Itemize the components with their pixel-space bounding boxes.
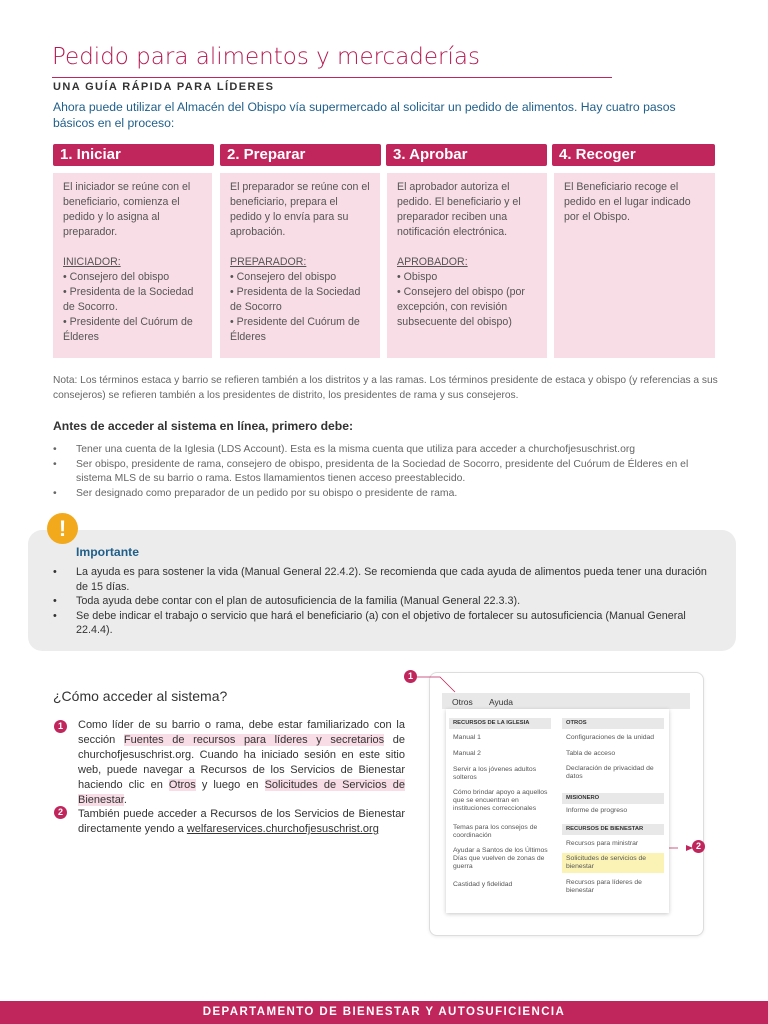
dropdown-item[interactable]: Informe de progreso bbox=[566, 807, 628, 814]
step-3-role-item: • Obispo bbox=[397, 271, 438, 283]
dropdown-item[interactable]: Tabla de acceso bbox=[566, 750, 616, 757]
step-2-role-item: • Presidente del Cuórum de Élderes bbox=[230, 316, 360, 343]
dropdown-item[interactable]: Ayudar a Santos de los Últimos Días que vuelven de zonas de guerra bbox=[453, 847, 548, 870]
title-divider bbox=[52, 77, 612, 78]
list-item: • Se debe indicar el trabajo o servicio que hará el beneficiario (a) con el objetivo de fortalecer su autosuficiencia (Manual General 22.4.4). bbox=[53, 609, 713, 638]
access-text: de churchofjesuschrist.org. Cuando ha iniciado sesión en este sitio web, puede navegar a Recursos de los Servicios de Bienestar haciendo clic en bbox=[78, 734, 405, 791]
access-text: También puede acceder a Recursos de los Servicios de Bienestar directamente yendo a bbox=[78, 808, 405, 835]
requirements-list bbox=[53, 443, 718, 501]
leader-resources-link[interactable]: Fuentes de recursos para líderes y secretarios bbox=[123, 734, 385, 746]
step-1-heading: 1. Iniciar bbox=[53, 144, 214, 166]
list-item: • Toda ayuda debe contar con el plan de autosuficiencia de la familia (Manual General 22.3.3). bbox=[53, 594, 713, 609]
step-4-heading: 4. Recoger bbox=[552, 144, 715, 166]
intro-text: Ahora puede utilizar el Almacén del Obispo vía supermercado al solicitar un pedido de alimentos. Hay cuatro pasos básicos en el proceso: bbox=[53, 100, 676, 130]
dropdown-item[interactable]: Temas para los consejos de coordinación bbox=[453, 824, 538, 839]
step-2-role-item: • Presidenta de la Sociedad de Socorro bbox=[230, 286, 361, 313]
step-2-heading: 2. Preparar bbox=[220, 144, 381, 166]
access-step-2-text bbox=[78, 807, 405, 837]
page-title: Pedido para alimentos y mercaderías bbox=[52, 44, 480, 70]
dropdown-item[interactable]: Manual 1 bbox=[453, 734, 481, 741]
list-item: • Tener una cuenta de la Iglesia (LDS Account). Esta es la misma cuenta que utiliza para acceder a churchofjesuschrist.org bbox=[53, 443, 718, 458]
dropdown-item[interactable]: Recursos para ministrar bbox=[566, 840, 639, 847]
welfare-requests-menu-item[interactable]: Solicitudes de servicios de bienestar bbox=[562, 853, 664, 873]
important-list bbox=[53, 565, 713, 638]
dropdown-section-header: RECURSOS DE BIENESTAR bbox=[562, 824, 664, 835]
menu-bar bbox=[442, 693, 690, 709]
page-subtitle: UNA GUÍA RÁPIDA PARA LÍDERES bbox=[53, 81, 275, 93]
dropdown-item[interactable]: Servir a los jóvenes adultos solteros bbox=[453, 766, 537, 781]
callout-2-badge: 2 bbox=[692, 840, 705, 853]
step-4-description: El Beneficiario recoge el pedido en el lugar indicado por el Obispo. bbox=[564, 181, 691, 223]
footer-bar: DEPARTAMENTO DE BIENESTAR Y AUTOSUFICIENCIA bbox=[0, 1001, 768, 1024]
dropdown-section-header: OTROS bbox=[562, 718, 664, 729]
access-heading: ¿Cómo acceder al sistema? bbox=[53, 688, 228, 704]
welfare-services-link[interactable]: welfareservices.churchofjesuschrist.org bbox=[186, 823, 379, 835]
step-2-role-item: • Consejero del obispo bbox=[230, 271, 337, 283]
step-3-role-item: • Consejero del obispo (por excepción, con revisión subsecuente del obispo) bbox=[397, 286, 525, 328]
step-4-box bbox=[554, 173, 715, 358]
welfare-requests-link[interactable]: Solicitudes de Servicios de Bienestar bbox=[78, 779, 405, 806]
step-2-role: PREPARADOR: bbox=[230, 256, 307, 268]
access-text: . bbox=[123, 794, 127, 806]
access-text: Como líder de su barrio o rama, debe estar familiarizado con la sección bbox=[78, 719, 405, 746]
requirements-heading: Antes de acceder al sistema en línea, primero debe: bbox=[53, 419, 354, 433]
otros-link[interactable]: Otros bbox=[168, 779, 196, 791]
step-1-box bbox=[53, 173, 212, 358]
step-1-description: El iniciador se reúne con el beneficiario, comienza el pedido y lo asigna al preparador. bbox=[63, 181, 191, 238]
list-item: • Ser designado como preparador de un pedido por su obispo o presidente de rama. bbox=[53, 487, 718, 502]
step-number-badge: 1 bbox=[54, 720, 67, 733]
menu-ayuda[interactable]: Ayuda bbox=[489, 697, 513, 707]
step-3-role: APROBADOR: bbox=[397, 256, 468, 268]
terms-note: Nota: Los términos estaca y barrio se refieren también a los distritos y a las ramas. Los términos presidente de estaca y obispo (y referencias a sus consejeros) se refieren también a los presidentes de distrito, los presidentes de rama y sus consejeros. bbox=[53, 375, 718, 401]
dropdown-item[interactable]: Castidad y fidelidad bbox=[453, 881, 513, 888]
step-3-heading: 3. Aprobar bbox=[386, 144, 547, 166]
list-item: • Ser obispo, presidente de rama, consejero de obispo, presidenta de la Sociedad de Socorro, presidente del Cuórum de Élderes en el sistema MLS de su barrio o rama. Estos llamamientos tienen acceso preestablecido. bbox=[53, 458, 718, 487]
step-1-role-item: • Consejero del obispo bbox=[63, 271, 170, 283]
step-1-role: INICIADOR: bbox=[63, 256, 121, 268]
dropdown-section-header: MISIONERO bbox=[562, 793, 664, 804]
dropdown-item[interactable]: Cómo brindar apoyo a aquellos que se encuentran en instituciones correccionales bbox=[453, 789, 548, 812]
dropdown-item[interactable]: Configuraciones de la unidad bbox=[566, 734, 655, 741]
step-2-box bbox=[220, 173, 380, 358]
access-text: y luego en bbox=[195, 779, 265, 791]
dropdown-item[interactable]: Declaración de privacidad de datos bbox=[566, 765, 654, 780]
dropdown-item[interactable]: Manual 2 bbox=[453, 750, 481, 757]
access-step-1-text bbox=[78, 718, 405, 808]
step-3-box bbox=[387, 173, 547, 358]
dropdown-item[interactable]: Recursos para líderes de bienestar bbox=[566, 879, 642, 894]
step-1-role-item: • Presidente del Cuórum de Élderes bbox=[63, 316, 193, 343]
list-item: • La ayuda es para sostener la vida (Manual General 22.4.2). Se recomienda que cada ayuda de alimentos pueda tener una duración de 15 días. bbox=[53, 565, 713, 594]
dropdown-section-header: RECURSOS DE LA IGLESIA bbox=[449, 718, 551, 729]
important-title: Importante bbox=[76, 545, 139, 559]
step-number-badge: 2 bbox=[54, 806, 67, 819]
menu-otros[interactable]: Otros bbox=[452, 697, 473, 707]
callout-1-badge: 1 bbox=[404, 670, 417, 683]
step-3-description: El aprobador autoriza el pedido. El beneficiario y el preparador reciben una notificación electrónica. bbox=[397, 181, 521, 238]
exclamation-icon: ! bbox=[47, 513, 78, 544]
step-1-role-item: • Presidenta de la Sociedad de Socorro. bbox=[63, 286, 194, 313]
step-2-description: El preparador se reúne con el beneficiario, prepara el pedido y lo envía para su aprobación. bbox=[230, 181, 370, 238]
